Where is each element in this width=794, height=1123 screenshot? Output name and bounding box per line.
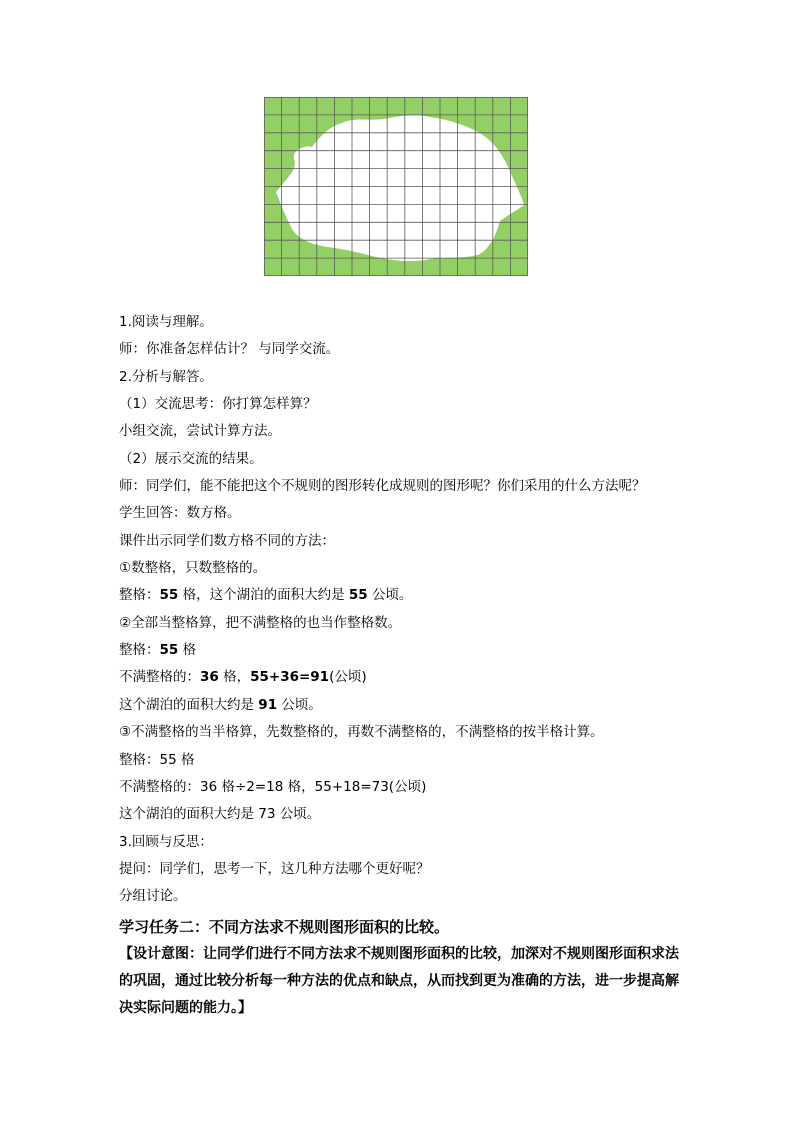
text-line: （1）交流思考：你打算怎样算？	[119, 396, 317, 413]
text-line: 学生回答：数方格。	[119, 505, 241, 522]
text-line: 整格：55 格	[119, 751, 195, 768]
text-line: 师：同学们，能不能把这个不规则的图形转化成规则的图形呢？你们采用的什么方法呢？	[119, 478, 646, 495]
text-line: 小组交流，尝试计算方法。	[119, 423, 281, 440]
text-line: 提问：同学们，思考一下，这几种方法哪个更好呢？	[119, 860, 430, 877]
text-line: 1.阅读与理解。	[119, 314, 213, 330]
method2-title: ②全部当整格算，把不满整格的也当作整格数。	[119, 614, 402, 631]
design-note: 【设计意图：让同学们进行不同方法求不规则图形面积的比较，加深对不规则图形面积求法的巩固，通过比较分析每一种方法的优点和缺点，从而找到更为准确的方法，进一步提高解决实际问题的能力。】	[119, 945, 679, 1016]
text-line: 师：你准备怎样估计？ 与同学交流。	[119, 341, 340, 358]
text-line: 2.分析与解答。	[119, 368, 213, 385]
text-line: 分组讨论。	[119, 888, 187, 905]
lake-grid-figure	[264, 97, 528, 276]
text-line: 课件出示同学们数方格不同的方法：	[119, 532, 335, 549]
text-line: 3.回顾与反思：	[119, 833, 213, 850]
lesson-content	[119, 309, 689, 1022]
text-line: 这个湖泊的面积大约是 73 公顷。	[119, 806, 321, 823]
method3-title: ③不满整格的当半格算，先数整格的，再数不满整格的，不满整格的按半格计算。	[119, 724, 604, 741]
method2-result: 这个湖泊的面积大约是 91 公顷。	[119, 696, 322, 713]
method2-partial: 不满整格的：36 格，55+36=91(公顷)	[119, 669, 367, 686]
text-line: ①数整格，只数整格的。	[119, 560, 267, 577]
task-heading: 学习任务二：不同方法求不规则图形面积的比较。	[119, 917, 450, 936]
text-line: （2）展示交流的结果。	[119, 450, 263, 467]
text-line: 不满整格的：36 格÷2=18 格，55+18=73(公顷)	[119, 778, 427, 795]
method2-whole: 整格：55 格	[119, 642, 197, 659]
method1-result: 整格：55 格，这个湖泊的面积大约是 55 公顷。	[119, 587, 413, 604]
